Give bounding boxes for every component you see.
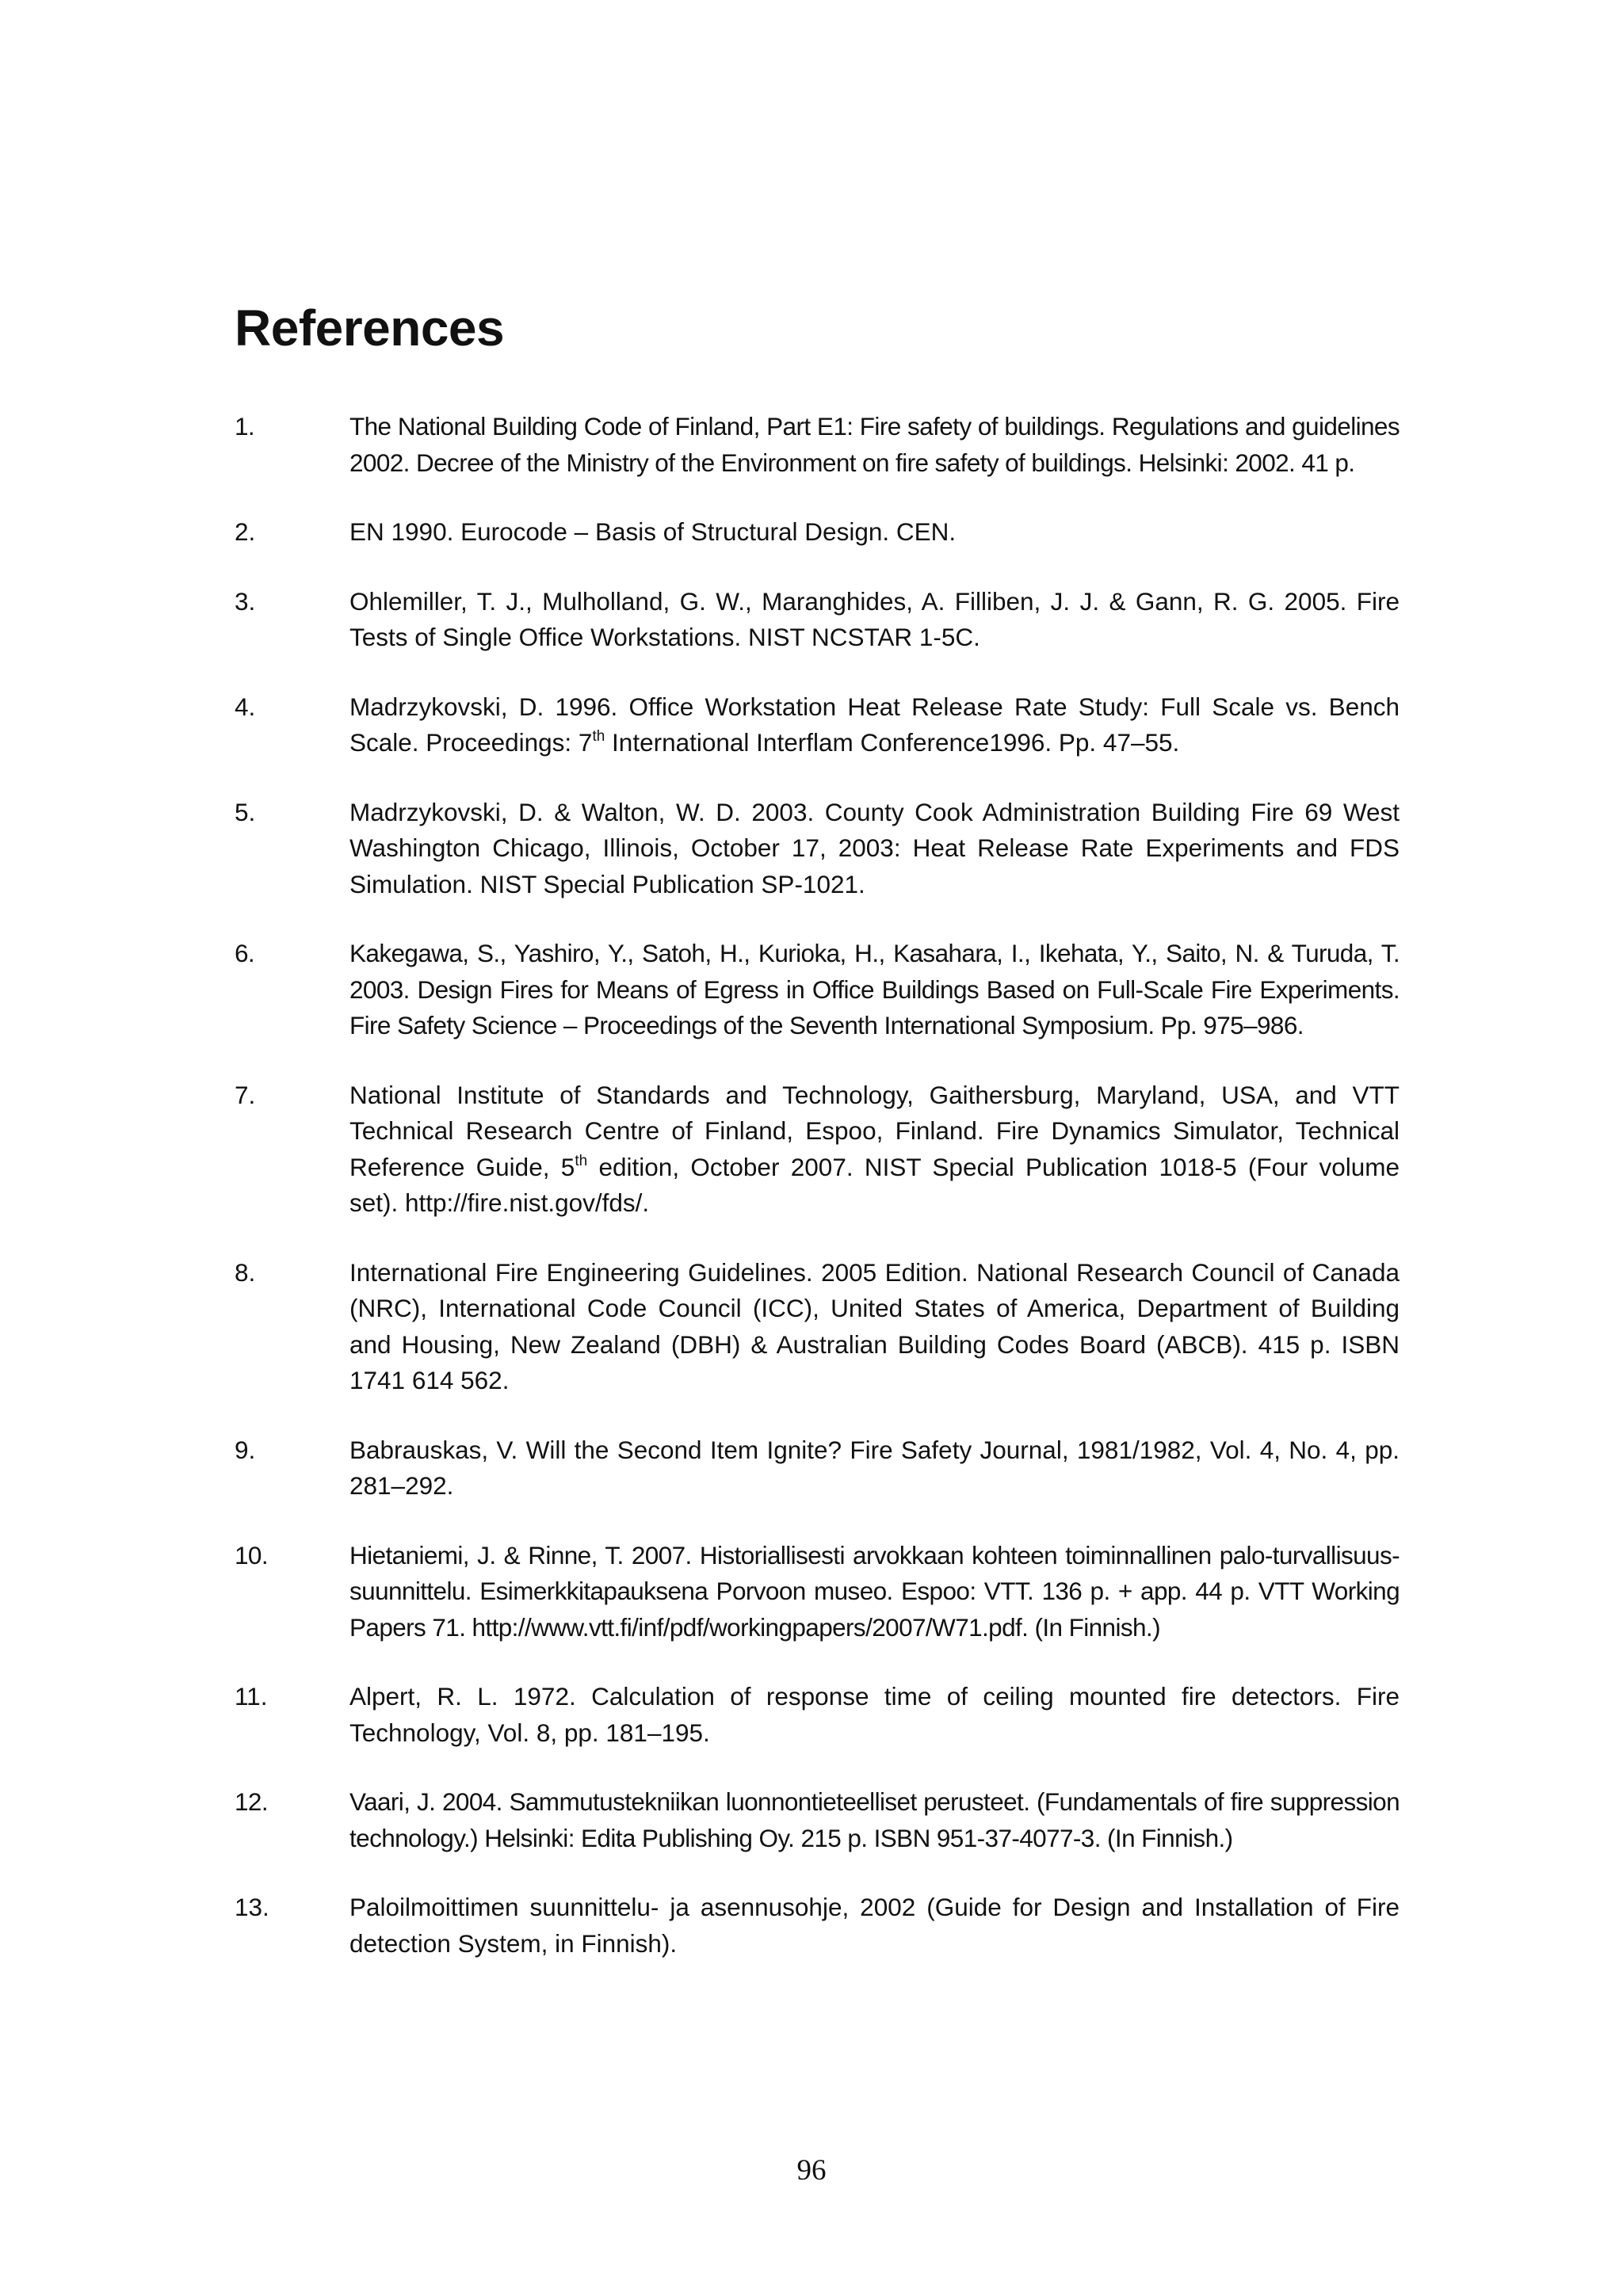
reference-text (349, 692, 1400, 757)
reference-text-segment: EN 1990. Eurocode – Basis of Structural Design. CEN. (349, 517, 957, 546)
reference-item (235, 409, 1400, 481)
reference-text (349, 1258, 1400, 1395)
reference-text (349, 1682, 1400, 1747)
reference-number: 5. (235, 797, 256, 826)
reference-item (235, 1679, 1400, 1751)
reference-item (235, 1538, 1400, 1646)
reference-number: 3. (235, 586, 256, 616)
reference-item (235, 1255, 1400, 1399)
reference-item (235, 584, 1400, 656)
reference-number: 9. (235, 1435, 256, 1464)
reference-number: 7. (235, 1080, 256, 1109)
reference-item (235, 514, 1400, 551)
reference-item (235, 936, 1400, 1044)
reference-number: 2. (235, 517, 256, 546)
reference-number: 1. (235, 412, 255, 441)
reference-number: 13. (235, 1893, 269, 1921)
reference-item (235, 1432, 1400, 1505)
reference-text-segment: National Institute of Standards and Technology, Gaithersburg, Maryland, USA, and VTT Technical Research Centre of Finland, Espoo, Finland. Fire Dynamics Simulator, Technical Reference Guide, 5 (349, 1080, 1400, 1181)
reference-text (349, 517, 956, 546)
reference-item (235, 795, 1400, 903)
reference-number: 4. (235, 692, 256, 721)
reference-text-segment: Kakegawa, S., Yashiro, Y., Satoh, H., Kurioka, H., Kasahara, I., Ikehata, Y., Saito, N. & Turuda, T. 2003. Design Fires for Means of Egress in Office Buildings Based on Full-Scale Fire Experiments. Fire Safety Science – Proceedings of the Seventh International Symposium. Pp. 975–986. (349, 939, 1400, 1039)
reference-text-segment: Ohlemiller, T. J., Mulholland, G. W., Maranghides, A. Filliben, J. J. & Gann, R. G. 2005. Fire Tests of Single Office Workstations. NIST NCSTAR 1-5C. (349, 586, 1400, 651)
reference-superscript: th (592, 728, 605, 745)
reference-text (349, 1081, 1400, 1218)
page-title: References (235, 299, 505, 357)
page-number: 96 (796, 2154, 827, 2187)
reference-number: 11. (235, 1682, 268, 1711)
reference-superscript: th (575, 1152, 588, 1169)
reference-text-segment: Madrzykovski, D. 1996. Office Workstation Heat Release Rate Study: Full Scale vs. Bench Scale. Proceedings: 7 (349, 692, 1400, 757)
reference-text (349, 798, 1400, 898)
reference-text-segment: Hietaniemi, J. & Rinne, T. 2007. Historiallisesti arvokkaan kohteen toiminnallinen palo-turvallisuus-suunnittelu. Esimerkkitapauksena Porvoon museo. Espoo: VTT. 136 p. + app. 44 p. VTT Working Papers 71. http://www.vtt.fi/inf/pdf/workingpapers/2007/W71.pdf. (In Finnish.) (349, 1540, 1400, 1642)
reference-text-segment: Babrauskas, V. Will the Second Item Ignite? Fire Safety Journal, 1981/1982, Vol. 4, No. 4, pp. 281–292. (349, 1435, 1400, 1500)
reference-text-segment: Vaari, J. 2004. Sammutustekniikan luonnontieteelliset perusteet. (Fundamentals of fire suppression technology.) Helsinki: Edita Publishing Oy. 215 p. ISBN 951-37-4077-3. (In Finnish.) (349, 1787, 1400, 1852)
reference-text-segment: Paloilmoittimen suunnittelu- ja asennusohje, 2002 (Guide for Design and Installation of Fire detection System, in Finnish). (349, 1893, 1400, 1958)
reference-item (235, 689, 1400, 761)
reference-text (349, 412, 1400, 477)
reference-number: 8. (235, 1257, 256, 1287)
reference-text (349, 1436, 1400, 1501)
reference-text (349, 939, 1400, 1039)
reference-number: 6. (235, 939, 255, 967)
reference-text-segment: International Interflam Conference1996. Pp. 47–55. (605, 728, 1180, 757)
reference-text-segment: Madrzykovski, D. & Walton, W. D. 2003. County Cook Administration Building Fire 69 West Washington Chicago, Illinois, October 17, 2003: Heat Release Rate Experiments and FDS Simulation. NIST Special Publication SP-1021. (349, 797, 1400, 898)
reference-text (349, 1541, 1400, 1642)
reference-item (235, 1077, 1400, 1222)
reference-text-segment: The National Building Code of Finland, Part E1: Fire safety of buildings. Regulations and guidelines 2002. Decree of the Ministry of the Environment on fire safety of buildings. Helsinki: 2002. 41 p. (349, 412, 1400, 477)
reference-text-segment: International Fire Engineering Guidelines. 2005 Edition. National Research Council of Canada (NRC), International Code Council (ICC), United States of America, Department of Building and Housing, New Zealand (DBH) & Australian Building Codes Board (ABCB). 415 p. ISBN 1741 614 562. (349, 1257, 1400, 1394)
reference-text-segment: edition, October 2007. NIST Special Publication 1018-5 (Four volume set). http://fire.nist.gov/fds/. (349, 1152, 1400, 1217)
reference-text (349, 1893, 1400, 1958)
reference-item (235, 1784, 1400, 1856)
reference-list (235, 409, 1400, 1962)
reference-text (349, 1787, 1400, 1852)
reference-text (349, 587, 1400, 652)
reference-number: 12. (235, 1787, 268, 1816)
reference-number: 10. (235, 1540, 268, 1569)
reference-item (235, 1890, 1400, 1962)
reference-text-segment: Alpert, R. L. 1972. Calculation of response time of ceiling mounted fire detectors. Fire Technology, Vol. 8, pp. 181–195. (349, 1682, 1400, 1747)
